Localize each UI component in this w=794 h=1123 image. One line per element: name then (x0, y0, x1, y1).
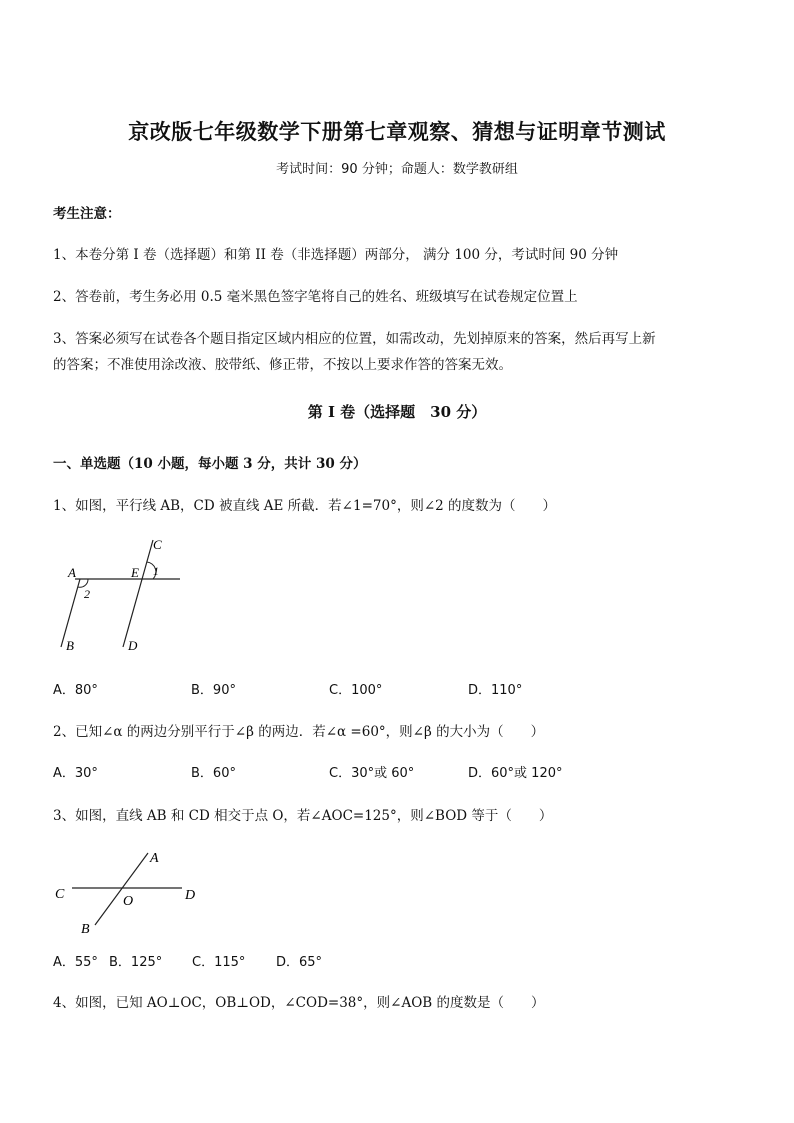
page-title: 京改版七年级数学下册第七章观察、猜想与证明章节测试 (128, 119, 666, 144)
notice-item-1: 1、本卷分第 I 卷（选择题）和第 II 卷（非选择题）两部分， 满分 100 分，考试时间 90 分钟 (53, 247, 619, 263)
question-2-option-c: C．30°或 60° (329, 766, 415, 781)
question-1-option-c: C．100° (329, 683, 383, 698)
question-3-option-a: A．55° (53, 955, 98, 970)
question-3-option-b: B．125° (109, 955, 163, 970)
label-angle-1: 1 (153, 564, 159, 578)
section-title: 第 I 卷（选择题 30 分） (307, 403, 487, 421)
question-1-option-a: A．80° (53, 683, 98, 698)
label-b: B (66, 638, 74, 653)
notice-item-3-cont: 的答案；不准使用涂改液、胶带纸、修正带，不按以上要求作答的答案无效。 (53, 357, 512, 373)
notice-item-2: 2、答卷前，考生务必用 0.5 毫米黑色签字笔将自己的姓名、班级填写在试卷规定位置上 (53, 289, 578, 305)
label-b: B (81, 922, 90, 937)
question-2-option-a: A．30° (53, 766, 98, 781)
question-1-option-b: B．90° (191, 683, 236, 698)
label-o: O (123, 894, 134, 909)
question-4-stem: 4、如图，已知 AO⊥OC，OB⊥OD，∠COD=38°，则∠AOB 的度数是（ ） (53, 995, 545, 1011)
question-1-stem: 1、如图，平行线 AB，CD 被直线 AE 所截．若∠1=70°，则∠2 的度数为（ ） (53, 498, 557, 514)
question-1-figure (50, 532, 200, 657)
question-3-figure (50, 843, 210, 938)
question-3-option-c: C．115° (192, 955, 246, 970)
question-3-stem: 3、如图，直线 AB 和 CD 相交于点 O，若∠AOC=125°，则∠BOD 等于（ ） (53, 808, 553, 824)
line-ab (95, 853, 148, 925)
question-1-option-d: D．110° (468, 683, 523, 698)
label-angle-2: 2 (84, 587, 90, 601)
label-d: D (128, 638, 138, 653)
question-2-stem: 2、已知∠α 的两边分别平行于∠β 的两边．若∠α =60°，则∠β 的大小为（ ） (53, 724, 545, 740)
label-c: C (153, 537, 162, 552)
label-c: C (55, 887, 65, 902)
line-ab (61, 579, 80, 647)
question-2-option-d: D．60°或 120° (468, 766, 563, 781)
notice-heading: 考生注意： (53, 206, 121, 222)
notice-item-3: 3、答案必须写在试卷各个题目指定区域内相应的位置，如需改动，先划掉原来的答案，然后再写上新 (53, 331, 656, 347)
question-2-option-b: B．60° (191, 766, 236, 781)
question-3-option-d: D．65° (276, 955, 323, 970)
label-e: E (131, 565, 139, 580)
exam-info: 考试时间：90 分钟；命题人：数学教研组 (276, 162, 518, 177)
label-a: A (150, 851, 159, 866)
line-cd (123, 540, 153, 647)
label-d: D (185, 888, 196, 903)
part-heading: 一、单选题（10 小题，每小题 3 分，共计 30 分） (53, 456, 367, 472)
label-a: A (68, 565, 76, 580)
